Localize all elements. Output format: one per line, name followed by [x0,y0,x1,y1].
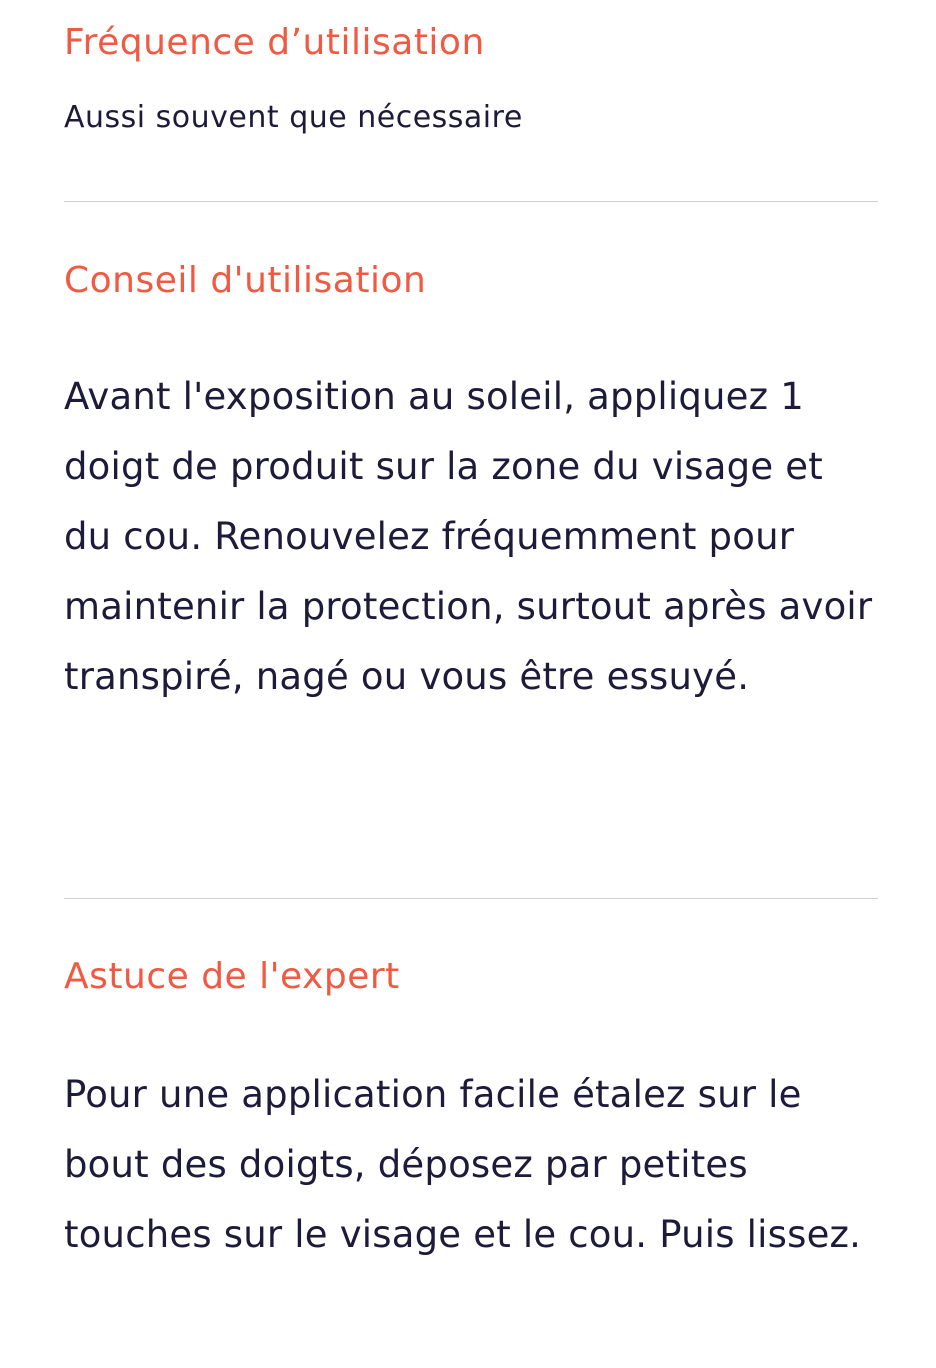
usage-frequency-text: Aussi souvent que nécessaire [64,100,523,135]
section-divider [64,201,878,202]
usage-advice-text: Avant l'exposition au soleil, appliquez 1 doigt de produit sur la zone du visage et du cou. Renouvelez fréquemment pour maintenir la protection, surtout après avoir transpiré, nagé ou vous être essuyé. [64,375,873,698]
expert-tip-text: Pour une application facile étalez sur le bout des doigts, déposez par petites touches sur le visage et le cou. Puis lissez. [64,1073,862,1256]
section-divider [64,898,878,899]
usage-advice-heading: Conseil d'utilisation [64,260,427,301]
expert-tip-heading: Astuce de l'expert [64,956,400,997]
usage-frequency-heading: Fréquence d’utilisation [64,22,485,63]
